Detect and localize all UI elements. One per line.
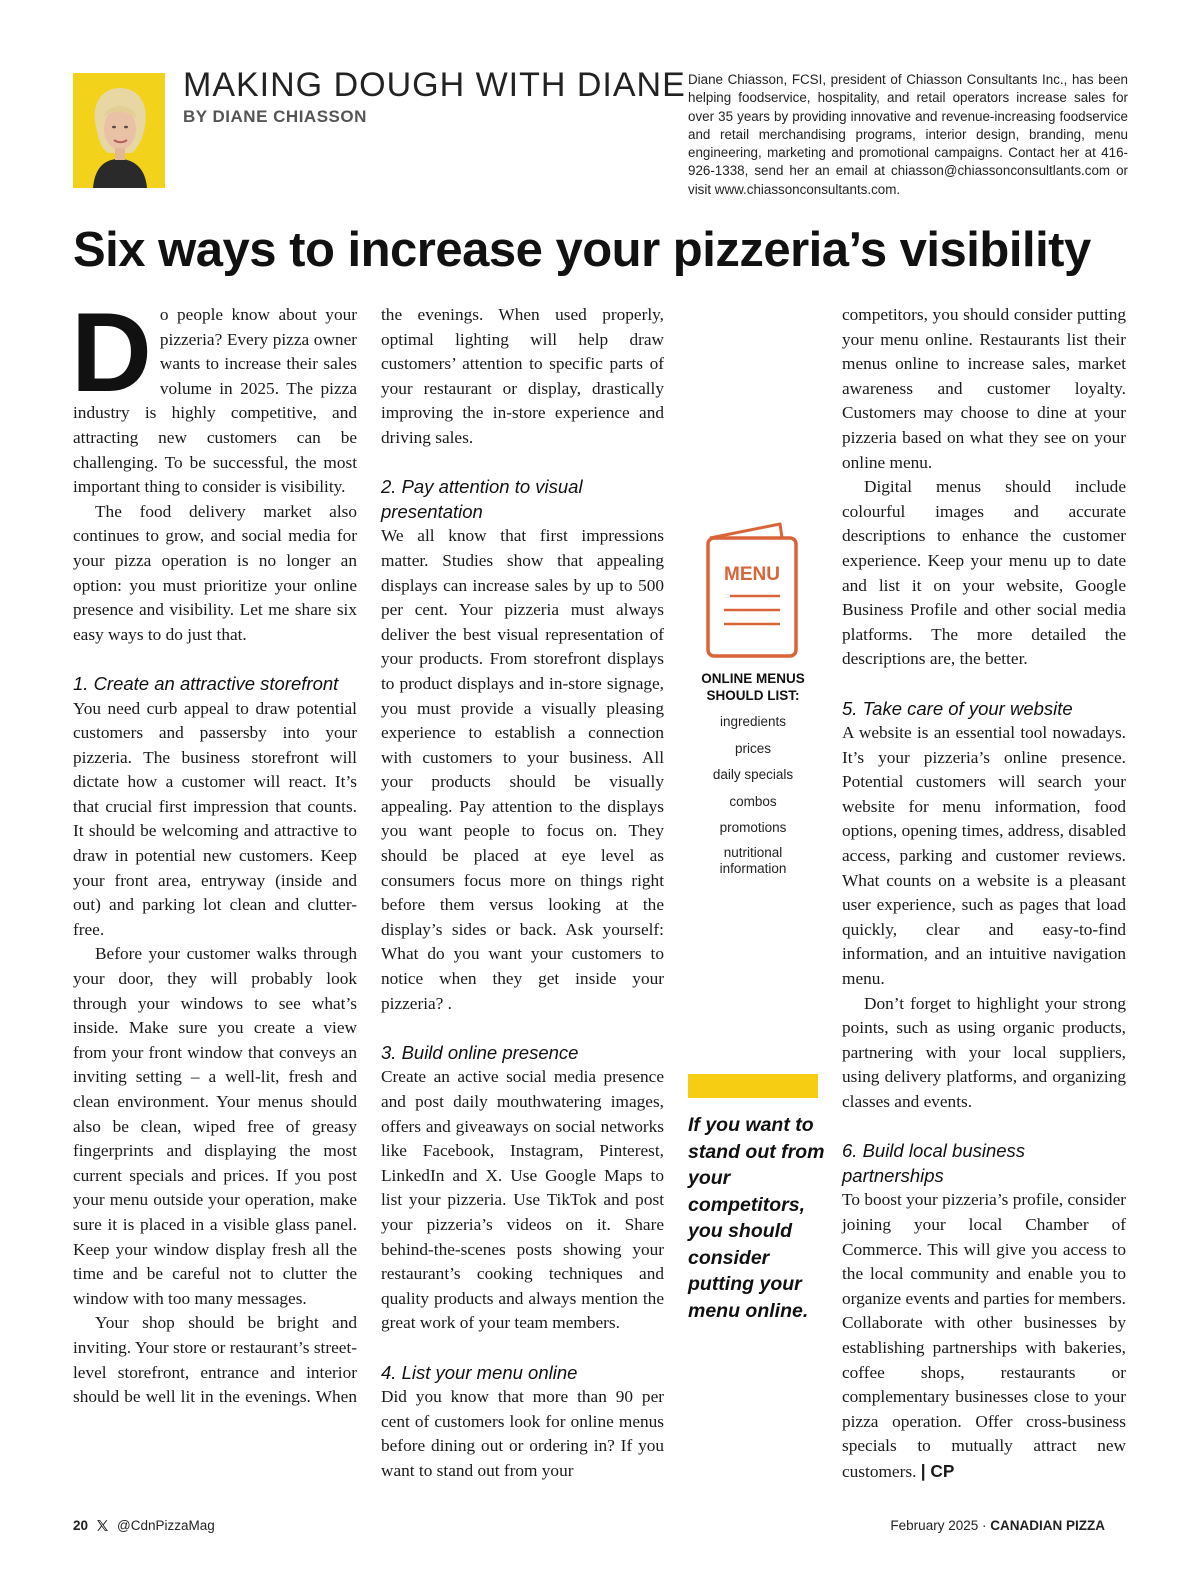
x-logo-icon — [96, 1519, 109, 1532]
intro-paragraph-2: The food delivery market also continues to grow, and social media for your pizza operation is no longer an option: you must prioritize your online presence and visibility. Let me share six easy ways to do just that. — [73, 501, 357, 644]
section-3-paragraph-1: Create an active social media presence and post daily mouthwatering images, offers and giveaways on social networks like Facebook, Instagram, Pinterest, LinkedIn and X. Use Google Maps to list your pizzeria. Use TikTok and post your pizzeria’s videos on it. Share behind-the-scenes posts showing your restaurant’s cooking techniques and quality products and always mention the great work of your team members. — [381, 1067, 664, 1333]
sidebar-list — [690, 712, 816, 876]
section-1-paragraph-1: You need curb appeal to draw potential customers and passersby into your pizzeria. The business storefront will dictate how a customer will react. It’s that crucial first impression that counts. It should be welcoming and attractive to draw in potential new customers. Keep your front area, entryway (inside and out) and parking lot clean and clutter-free. — [73, 698, 357, 939]
section-heading-4: 4. List your menu online — [381, 1361, 578, 1383]
sidebar-title: ONLINE MENUS SHOULD LIST: — [701, 671, 805, 703]
section-4-paragraph-2: Digital menus should include colourful images and accurate descriptions to enhance the customer experience. Keep your menu up to date and list it on your website, Google Business Profile and other social media platforms. The more detailed the descriptions are, the better. — [842, 477, 1126, 669]
section-6-paragraph-1: To boost your pizzeria’s profile, consider joining your local Chamber of Commerce. This will give you access to the local community and enable you to organize events and parties for members. Collaborate with other businesses by establishing partnerships with bakeries, coffee shops, restaurants or complementary businesses close to your pizza operation. Offer cross-business specials to mutually attract new customers. | CP — [842, 1190, 1126, 1481]
section-1-paragraph-2: Before your customer walks through your door, they will probably look through your windows to see what’s inside. Make sure you create a view from your front window that conveys an inviting setting – a well-lit, fresh and clean environment. Your menus should also be clean, wiped free of greasy fingerprints and displaying the most current specials and prices. If you post your menu outside your operation, make sure it is placed in a visible glass panel. Keep your window display fresh all the time and be careful not to clutter the window with too many messages. — [73, 944, 357, 1308]
section-heading-2: 2. Pay attention to visual presentation — [381, 476, 583, 522]
article-column-1 — [71, 290, 357, 1409]
section-4-paragraph-1: Did you know that more than 90 per cent of customers look for online menus before dining out or ordering in? If you want to stand out from your — [381, 1387, 664, 1480]
article-column-3 — [842, 303, 1126, 1485]
byline: BY DIANE CHIASSON — [183, 107, 367, 126]
magazine-name: CANADIAN PIZZA — [990, 1518, 1105, 1533]
menu-icon — [704, 522, 802, 660]
section-1-paragraph-3-continued: the evenings. When used properly, optimal lighting will help draw customers’ attention to specific parts of your restaurant or display, drastically improving the in-store experience and driving sales. — [381, 305, 664, 447]
issue-date: February 2025 · — [890, 1518, 987, 1533]
section-1-paragraph-3: Your shop should be bright and inviting. Your store or restaurant’s street-level storefront, entrance and interior should be well lit in the evenings. When — [73, 1313, 357, 1407]
section-heading-6: 6. Build local business partnerships — [842, 1140, 1026, 1186]
section-5-paragraph-1: A website is an essential tool nowadays. It’s your pizzeria’s online presence. Potential customers will search your website for menu information, food options, opening times, address, disabled access, parking and customer reviews. What counts on a website is a pleasant user experience, such as pages that load quickly, clear and easy-to-find information, and an intuitive navigation menu. — [842, 723, 1126, 989]
footer-right — [890, 1518, 1105, 1533]
pull-quote: If you want to stand out from your competitors, you should consider putting your menu online. — [688, 1114, 825, 1322]
author-photo — [73, 73, 165, 188]
footer-left — [73, 1518, 215, 1533]
article-column-2 — [381, 303, 664, 1484]
section-5-paragraph-2: Don’t forget to highlight your strong points, such as using organic products, partnering with your local suppliers, using delivery platforms, and organizing classes and events. — [842, 993, 1126, 1111]
sidebar-item: promotions — [719, 820, 787, 836]
sidebar-item: ingredients — [719, 714, 787, 729]
section-heading-1: 1. Create an attractive storefront — [73, 672, 339, 694]
intro-paragraph-1: Do people know about your pizzeria? Every pizza owner wants to increase their sales volume in 2025. The pizza industry is highly competitive, and attracting new customers can be challenging. To be successful, the most important thing to consider is visibility. — [71, 290, 357, 497]
column-title: MAKING DOUGH WITH DIANE — [183, 66, 686, 104]
page-number: 20 — [73, 1518, 89, 1533]
accent-bar — [688, 1074, 818, 1098]
sidebar-item: prices — [734, 740, 771, 756]
social-handle[interactable]: @CdnPizzaMag — [117, 1518, 215, 1533]
drop-cap: D — [71, 290, 152, 415]
sidebar-item: nutritional information — [719, 844, 787, 876]
sidebar-item: combos — [729, 793, 777, 809]
section-heading-3: 3. Build online presence — [381, 1041, 579, 1063]
author-bio: Diane Chiasson, FCSI, president of Chiasson Consultants Inc., has been helping foodservice, hospitality, and retail operators increase sales for over 35 years by providing innovative and revenue-increasing foodservice and retail merchandising programs, interior design, branding, menu engineering, marketing and promotional campaigns. Contact her at 416-926-1338, send her an email at chiasson@chiassonconsultlants.com or visit www.chiassonconsultants.com. — [688, 72, 1128, 197]
section-4-paragraph-1-continued: competitors, you should consider putting your menu online. Restaurants list their menus online to increase sales, market awareness and customer loyalty. Customers may choose to dine at your pizzeria based on what they see on your online menu. — [842, 305, 1126, 472]
section-2-paragraph-1: We all know that first impressions matter. Studies show that appealing displays can increase sales by up to 500 per cent. Your pizzeria must always deliver the best visual representation of your products. From storefront displays to product displays and in-store signage, you must provide a visually pleasing experience to establish a connection with customers to your business. All your products should be visually appealing. Pay attention to the displays you want people to focus on. They should be placed at eye level as consumers focus more on things right before them versus looking at the display’s sides or back. Ask yourself: What do you want your customers to notice when they get inside your pizzeria? . — [381, 526, 664, 1013]
menu-icon-label: MENU — [724, 564, 780, 585]
section-heading-5: 5. Take care of your website — [842, 697, 1073, 719]
headline: Six ways to increase your pizzeria’s visibility — [73, 223, 1091, 277]
end-mark: | CP — [920, 1460, 955, 1481]
sidebar-item: daily specials — [712, 767, 794, 783]
